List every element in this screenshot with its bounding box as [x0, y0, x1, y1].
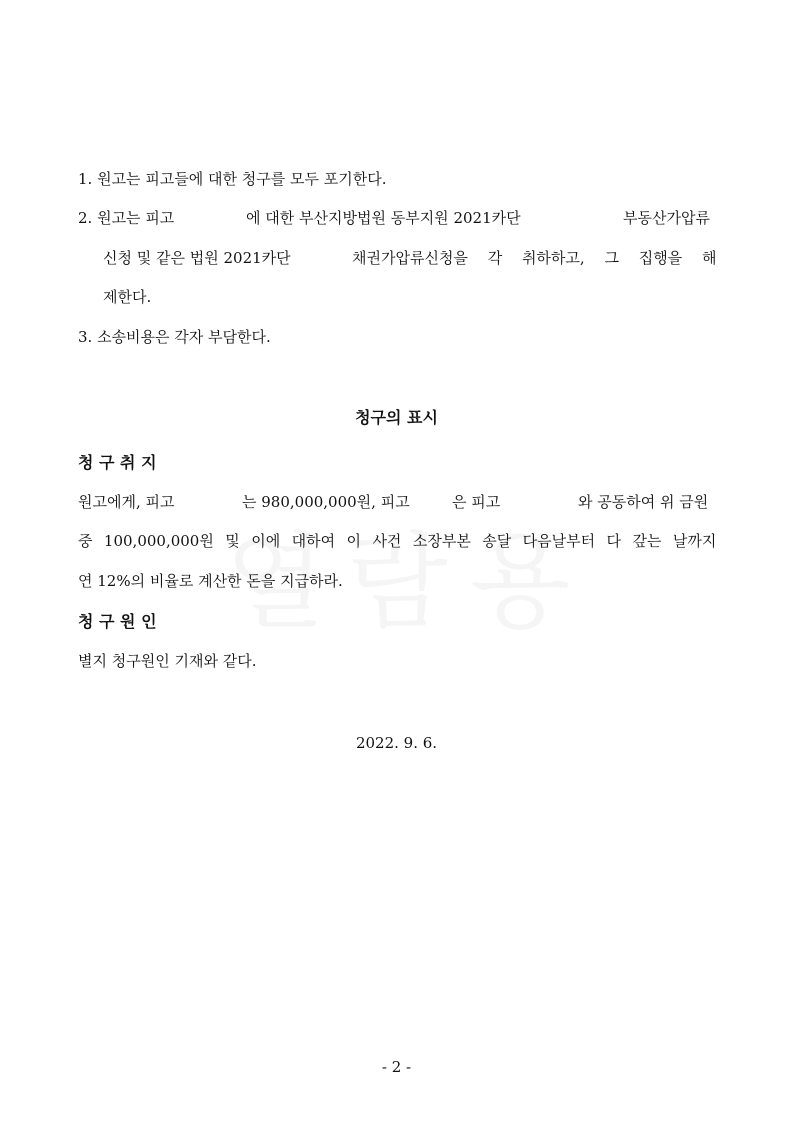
item-2-part-2: 에 대한 부산지방법원 동부지원 2021카단 [246, 209, 521, 227]
item-3: 3. 소송비용은 각자 부담한다. [78, 328, 271, 346]
claim-purpose-line-2: 중 100,000,000원 및 이에 대하여 이 사건 소장부본 송달 다음날부터 다 갚는 날까지 [78, 532, 717, 550]
claim-cause-text: 별지 청구원인 기재와 같다. [78, 652, 257, 670]
item-2-part-3: 부동산가압류 [623, 209, 710, 227]
claim-purpose-heading: 청 구 취 지 [78, 453, 157, 472]
page-number: - 2 - [381, 1058, 412, 1076]
item-2-line-2-part-1: 신청 및 같은 법원 2021카단 [103, 249, 291, 267]
claim-cause-heading: 청 구 원 인 [78, 612, 157, 631]
item-1: 1. 원고는 피고들에 대한 청구를 모두 포기한다. [78, 170, 387, 188]
document-date: 2022. 9. 6. [355, 734, 438, 752]
claim-title: 청구의 표시 [355, 408, 438, 427]
item-2-part-1: 2. 원고는 피고 [78, 209, 175, 227]
claim-purpose-part-2: 는 980,000,000원, 피고 [242, 493, 410, 511]
claim-purpose-part-1: 원고에게, 피고 [78, 493, 175, 511]
item-2-line-3: 제한다. [103, 288, 152, 306]
claim-purpose-part-4: 와 공동하여 위 금원 [578, 493, 709, 511]
claim-purpose-line-3: 연 12%의 비율로 계산한 돈을 지급하라. [78, 572, 343, 590]
item-2-line-2-part-2: 채권가압류신청을 각 취하하고, 그 집행을 해 [352, 249, 717, 267]
claim-purpose-part-3: 은 피고 [452, 493, 501, 511]
